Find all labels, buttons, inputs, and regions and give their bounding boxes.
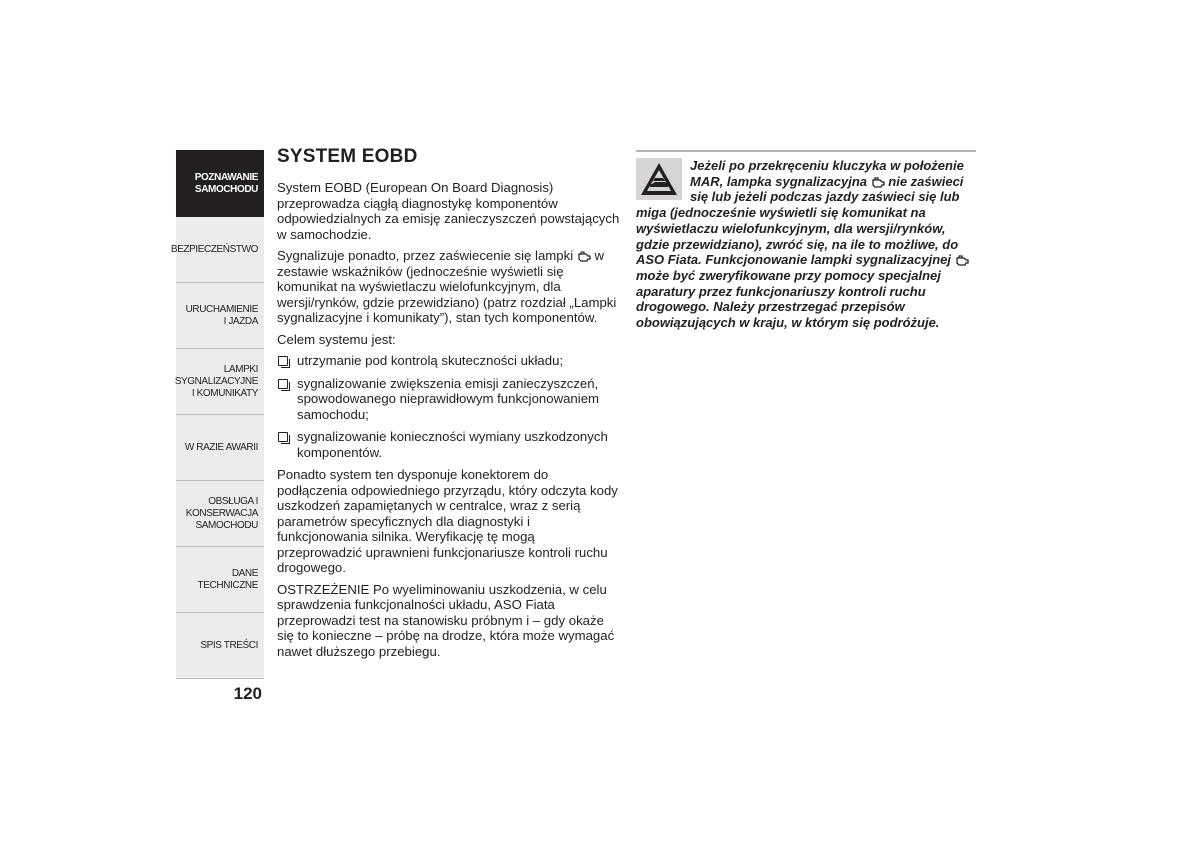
tab-label: W RAZIE AWARII <box>184 441 258 453</box>
tab-w-razie-awarii[interactable] <box>176 415 264 481</box>
tab-uruchamienie-i-jazda[interactable] <box>176 283 264 349</box>
signal-text-after: w zestawie wskaźników (jednocześnie wyświetli się komunikat na wyświetlaczu wielofunkcyjnym, dla wersji/rynków, gdzie przewidziano) (patrz rozdział „Lampki sygnalizacyjne i komunikaty”), stan tych komponentów. <box>277 248 617 325</box>
checkbox-bullet-icon <box>278 432 288 442</box>
warning-triangle-car-icon <box>636 158 682 200</box>
intro-paragraph: System EOBD (European On Board Diagnosis) przeprowadza ciągłą diagnostykę komponentów odpowiedzialnych za emisję zanieczyszczeń powstających w samochodzie. <box>277 180 620 242</box>
checkbox-bullet-icon <box>278 379 288 389</box>
checkbox-bullet-icon <box>278 356 288 366</box>
list-item-text: sygnalizowanie konieczności wymiany uszkodzonych komponentów. <box>297 429 608 460</box>
divider <box>636 150 976 152</box>
main-column <box>277 146 622 665</box>
engine-check-icon <box>955 255 969 266</box>
warning-text-part3: może być zweryfikowane przy pomocy specjalnej aparatury przez funkcjonariuszy kontroli ruchu drogowego. Należy przestrzegać przepisów obowiązujących w kraju, w którym się podróżuje. <box>636 267 941 331</box>
warning-box <box>636 150 976 331</box>
tab-spis-tresci[interactable] <box>176 613 264 679</box>
goals-intro: Celem systemu jest: <box>277 331 396 347</box>
list-item <box>277 429 622 460</box>
tab-obsluga-i-konserwacja[interactable] <box>176 481 264 547</box>
tab-label: SPIS TREŚCI <box>200 639 258 651</box>
tab-label: URUCHAMIENIE I JAZDA <box>185 303 258 327</box>
tab-dane-techniczne[interactable] <box>176 547 264 613</box>
list-item-text: utrzymanie pod kontrolą skuteczności układu; <box>297 353 564 368</box>
page-title: SYSTEM EOBD <box>277 146 418 167</box>
tab-poznawanie-samochodu[interactable] <box>176 150 264 217</box>
tab-label: OBSŁUGA I KONSERWACJA SAMOCHODU <box>185 495 258 531</box>
engine-check-icon <box>577 251 591 262</box>
warning-text-part1: Jeżeli po przekręceniu kluczyka w położenie MAR, lampka sygnalizacyjna <box>690 158 964 189</box>
tab-bezpieczenstwo[interactable] <box>170 217 264 283</box>
goals-list <box>277 353 622 460</box>
tab-label: BEZPIECZEŃSTWO <box>170 243 258 255</box>
tab-label: POZNAWANIE SAMOCHODU <box>194 171 258 195</box>
tab-label: DANE TECHNICZNE <box>197 567 258 591</box>
warning-text <box>636 158 976 331</box>
signal-text-before: Sygnalizuje ponadto, przez zaświecenie się lampki <box>277 248 574 263</box>
signal-paragraph <box>277 248 622 326</box>
tab-lampki-sygnalizacyjne[interactable] <box>176 349 264 415</box>
list-item-text: sygnalizowanie zwiększenia emisji zanieczyszczeń, spowodowanego nieprawidłowym funkcjonowaniem samochodu; <box>297 375 600 422</box>
list-item <box>277 353 622 369</box>
connector-paragraph: Ponadto system ten dysponuje konektorem do podłączenia odpowiedniego przyrządu, który odczyta kody uszkodzeń zapamiętanych w centralce, wraz z serią parametrów specyficznych dla diagnostyki i funkcjonowania silnika. Weryfikację tę mogą przeprowadzić uprawnieni funkcjonariusze kontroli ruchu drogowego. <box>277 467 618 575</box>
page-number: 120 <box>233 684 262 703</box>
warning-text-part2: nie zaświeci się lub jeżeli podczas jazdy zaświeci się lub miga (jednocześnie wyświetli się komunikat na wyświetlaczu wielofunkcyjnym, dla wersji/rynków, gdzie przewidziano), zwróć się, na ile to możliwe, do ASO Fiata. Funkcjonowanie lampki sygnalizacyjnej <box>636 173 964 268</box>
warning-paragraph: OSTRZEŻENIE Po wyeliminowaniu uszkodzenia, w celu sprawdzenia funkcjonalności układu, ASO Fiata przeprowadzi test na stanowisku próbnym i – gdy okaże się to konieczne – próbę na drodze, która może wymagać nawet dłuższego przebiegu. <box>277 581 615 659</box>
engine-check-icon <box>871 177 885 188</box>
tab-label: LAMPKI SYGNALIZACYJNE I KOMUNIKATY <box>174 363 258 399</box>
list-item <box>277 376 622 423</box>
